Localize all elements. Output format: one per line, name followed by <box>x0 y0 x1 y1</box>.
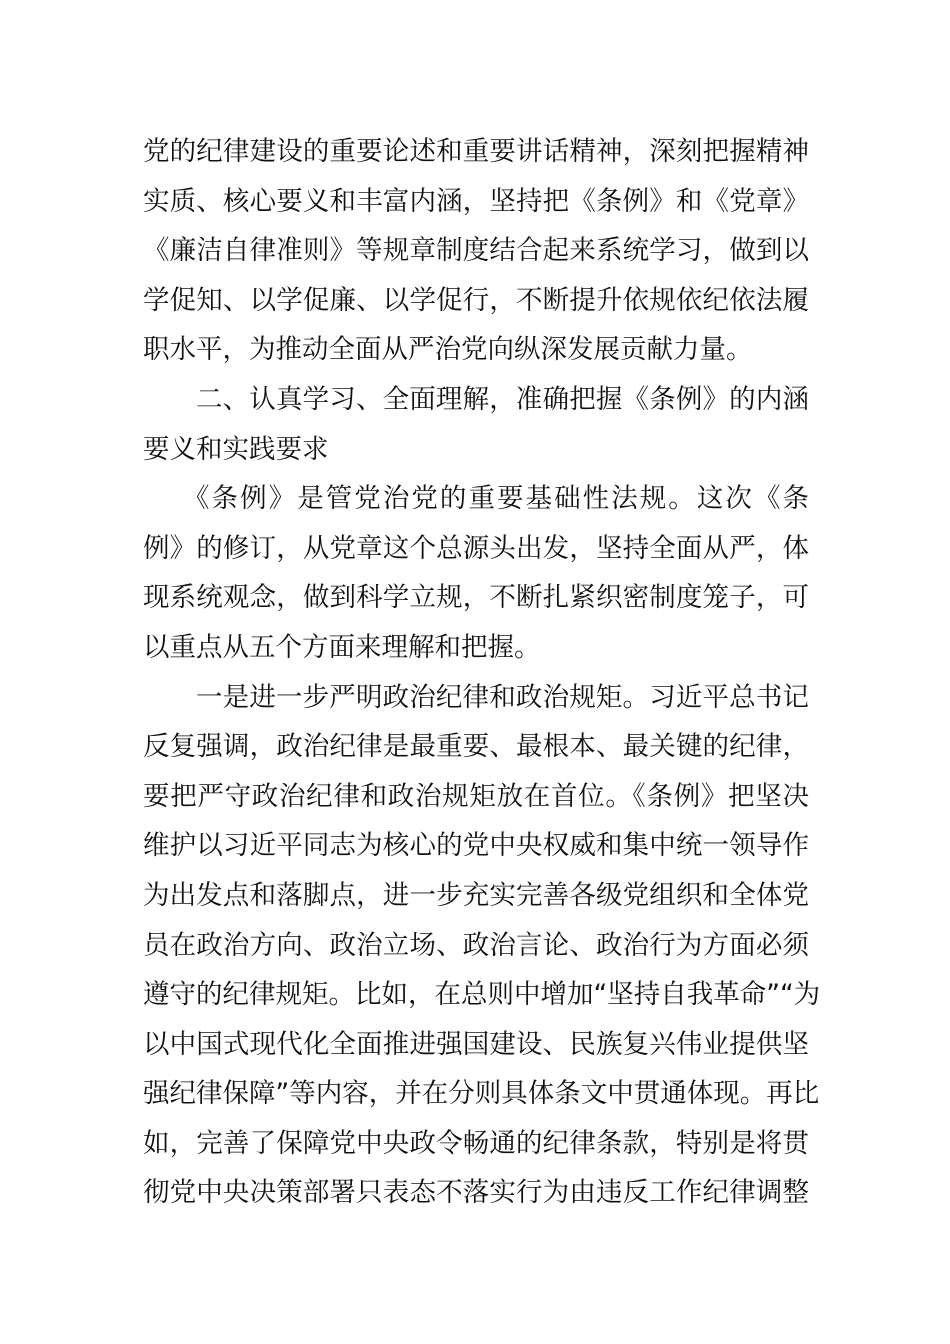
text-line: 党的纪律建设的重要论述和重要讲话精神，深刻把握精神 <box>143 136 809 167</box>
text-line: 学促知、以学促廉、以学促行，不断提升依规依纪依法履 <box>143 284 809 316</box>
text-line: 以重点从五个方面来理解和把握。 <box>143 631 541 663</box>
text-line: 要把严守政治纪律和政治规矩放在首位。《条例》把坚决 <box>143 780 809 812</box>
text-line: 职水平，为推动全面从严治党向纵深发展贡献力量。 <box>143 334 753 366</box>
text-line: 以中国式现代化全面推进强国建设、民族复兴伟业提供坚 <box>143 1028 809 1060</box>
text-line: 实质、核心要义和丰富内涵，坚持把《条例》和《党章》 <box>143 185 809 217</box>
text-line: 维护以习近平同志为核心的党中央权威和集中统一领导作 <box>143 830 809 862</box>
text-line: 《条例》是管党治党的重要基础性法规。这次《条 <box>183 483 809 515</box>
text-line: 为出发点和落脚点，进一步充实完善各级党组织和全体党 <box>143 879 809 911</box>
text-line: 二、认真学习、全面理解，准确把握《条例》的内涵 <box>196 383 809 415</box>
text-line: 遵守的纪律规矩。比如，在总则中增加“坚持自我革命”“为 <box>143 979 821 1011</box>
paragraph-4 <box>143 673 821 1219</box>
text-line: 一是进一步严明政治纪律和政治规矩。习近平总书记 <box>196 681 809 713</box>
text-line: 强纪律保障”等内容，并在分则具体条文中贯通体现。再比 <box>143 1078 820 1110</box>
text-line: 如，完善了保障党中央政令畅通的纪律条款，特别是将贯 <box>143 1127 809 1159</box>
section-heading-2 <box>143 375 809 474</box>
text-line: 员在政治方向、政治立场、政治言论、政治行为方面必须 <box>143 929 809 961</box>
text-line: 要义和实践要求 <box>143 433 329 465</box>
text-line: 现系统观念，做到科学立规，不断扎紧织密制度笼子，可 <box>143 582 809 614</box>
paragraph-3 <box>143 474 809 672</box>
text-line: 反复强调，政治纪律是最重要、最根本、最关键的纪律， <box>143 731 809 763</box>
text-line: 例》的修订，从党章这个总源头出发，坚持全面从严，体 <box>143 532 809 564</box>
paragraph-1 <box>143 127 809 375</box>
text-line: 《廉洁自律准则》等规章制度结合起来系统学习，做到以 <box>143 235 809 267</box>
text-line: 彻党中央决策部署只表态不落实行为由违反工作纪律调整 <box>143 1177 809 1209</box>
body-text <box>143 127 821 1218</box>
